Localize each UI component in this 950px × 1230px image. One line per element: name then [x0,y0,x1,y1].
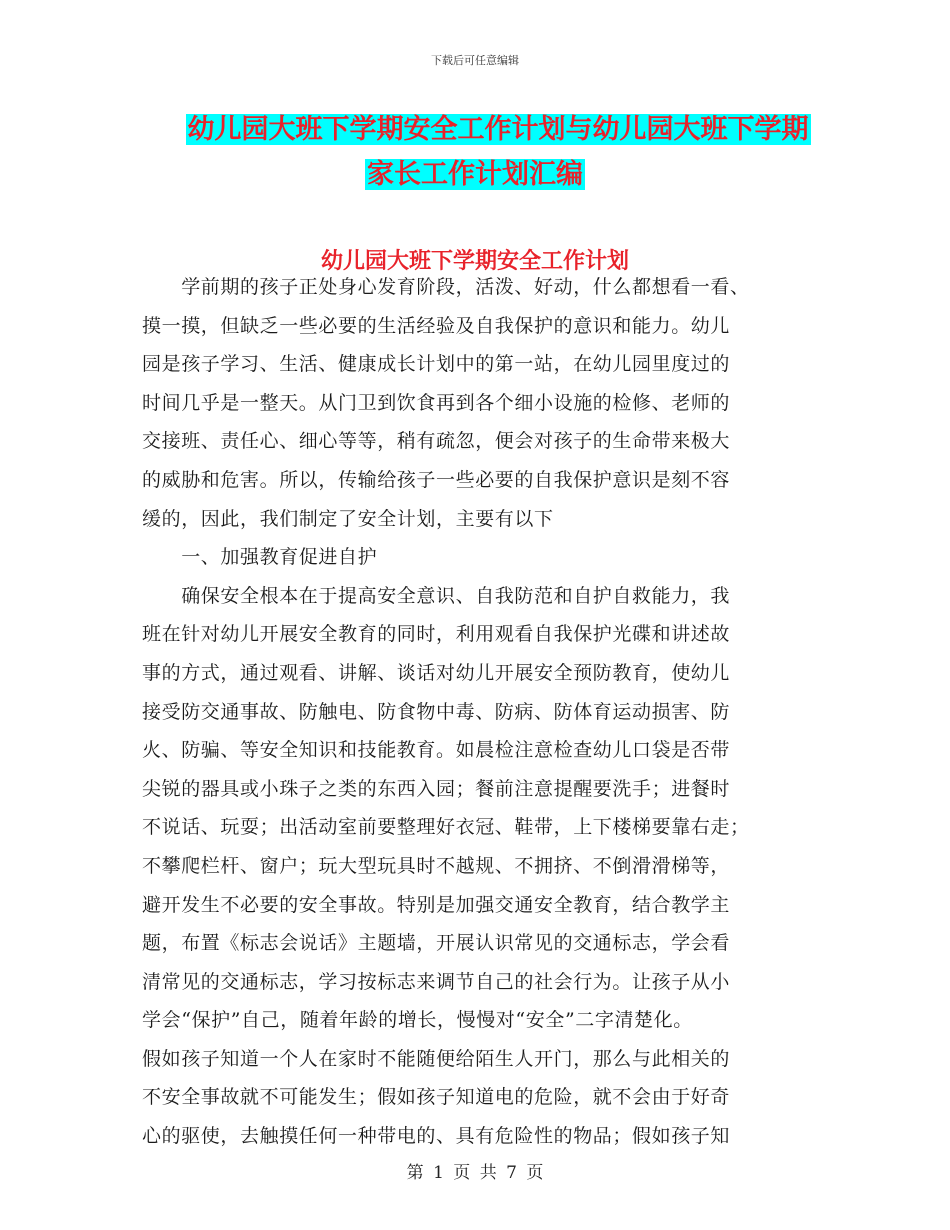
body-line: 题，布置《标志会说话》主题墙，开展认识常见的交通标志，学会看 [142,932,731,955]
body-line: 班在针对幼儿开展安全教育的同时，利用观看自我保护光碟和讲述故 [142,623,731,646]
body-line: 避开发生不必要的安全事故。特别是加强交通安全教育，结合教学主 [142,893,731,916]
body-line: 火、防骗、等安全知识和技能教育。如晨检注意检查幼儿口袋是否带 [142,739,731,762]
body-line: 的威胁和危害。所以，传输给孩子一些必要的自我保护意识是刻不容 [142,468,731,491]
body-line: 学会“保护”自己，随着年龄的增长，慢慢对“安全”二字清楚化。 [142,1009,693,1032]
document-title-line-2-text: 家长工作计划汇编 [367,159,583,190]
body-line: 一、加强教育促进自护 [142,546,378,569]
body-text [142,268,812,1156]
body-line: 不攀爬栏杆、窗户；玩大型玩具时不越规、不拥挤、不倒滑滑梯等， [142,854,731,877]
document-title-line-2 [0,155,950,195]
document-title-line-1 [0,110,950,150]
body-line: 缓的，因此，我们制定了安全计划，主要有以下 [142,507,554,530]
page-header-note: 下载后可任意编辑 [431,54,519,67]
body-line: 事的方式，通过观看、讲解、谈话对幼儿开展安全预防教育，使幼儿 [142,661,731,684]
body-line: 心的驱使，去触摸任何一种带电的、具有危险性的物品；假如孩子知 [142,1125,731,1148]
body-line: 时间几乎是一整天。从门卫到饮食再到各个细小设施的检修、老师的 [142,391,731,414]
body-line: 清常见的交通标志，学习按标志来调节自己的社会行为。让孩子从小 [142,970,731,993]
body-line: 不安全事故就不可能发生；假如孩子知道电的危险，就不会由于好奇 [142,1086,731,1109]
body-line: 尖锐的器具或小珠子之类的东西入园；餐前注意提醒要洗手；进餐时 [142,777,731,800]
section-title: 幼儿园大班下学期安全工作计划 [320,248,629,274]
body-line: 不说话、玩耍；出活动室前要整理好衣冠、鞋带，上下楼梯要靠右走； [142,816,750,839]
page-number-footer: 第 1 页 共 7 页 [406,1163,544,1183]
body-line: 确保安全根本在于提高安全意识、自我防范和自护自救能力，我 [142,584,731,607]
body-line: 交接班、责任心、细心等等，稍有疏忽，便会对孩子的生命带来极大 [142,430,731,453]
body-line: 接受防交通事故、防触电、防食物中毒、防病、防体育运动损害、防 [142,700,731,723]
body-line: 假如孩子知道一个人在家时不能随便给陌生人开门，那么与此相关的 [142,1047,731,1070]
body-line: 园是孩子学习、生活、健康成长计划中的第一站，在幼儿园里度过的 [142,353,731,376]
body-line: 学前期的孩子正处身心发育阶段，活泼、好动，什么都想看一看、 [142,276,750,298]
body-line: 摸一摸，但缺乏一些必要的生活经验及自我保护的意识和能力。幼儿 [142,314,731,337]
document-title-line-1-text: 幼儿园大班下学期安全工作计划与幼儿园大班下学期 [187,114,809,145]
